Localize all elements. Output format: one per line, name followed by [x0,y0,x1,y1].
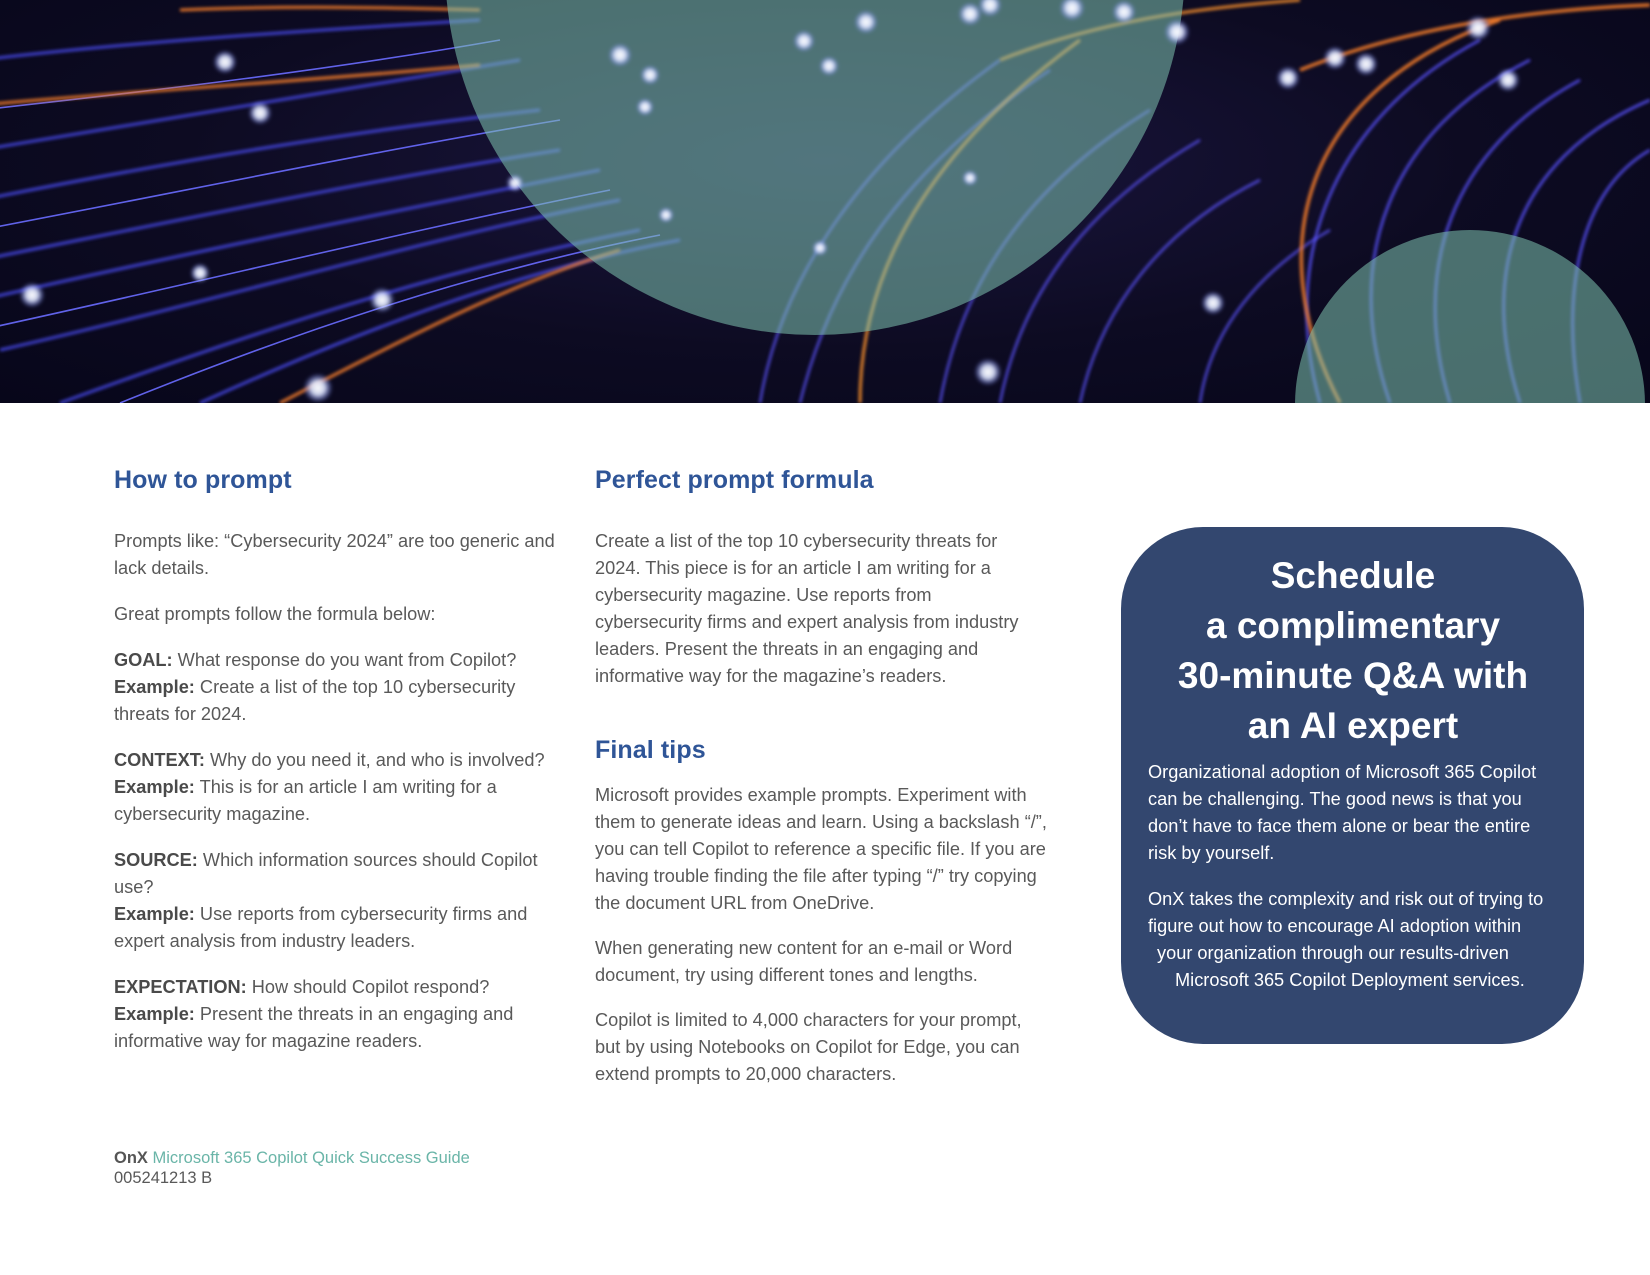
cta-paragraph-line: Microsoft 365 Copilot Deployment services. [1175,970,1525,990]
example-label: Example: [114,1004,195,1024]
cta-title-line: an AI expert [1247,705,1459,746]
guide-name: Microsoft 365 Copilot Quick Success Guide [147,1149,470,1167]
item-example: Present the threats in an engaging and informative way for magazine readers. [114,1004,514,1051]
schedule-qa-card [1121,527,1584,1044]
fiber-optic-illustration [0,0,1650,403]
how-to-prompt-section [114,462,574,1055]
formula-item-context [114,747,574,828]
formula-item-source [114,847,574,955]
teal-circle-small [1295,230,1645,403]
cta-title-line: 30-minute Q&A with [1177,655,1529,696]
section-title-perfect-prompt: Perfect prompt formula [595,466,874,494]
intro-text: Prompts like: “Cybersecurity 2024” are too generic and lack details. [114,531,555,578]
example-label: Example: [114,777,195,797]
teal-circle-large [445,0,1185,335]
item-example: Create a list of the top 10 cybersecurity threats for 2024. [114,677,516,724]
cta-paragraph [1148,886,1558,994]
formula-item-goal [114,647,574,728]
formula-lead-text: Great prompts follow the formula below: [114,604,436,624]
item-question: Which information sources should Copilot use? [114,850,538,897]
footer [114,1148,470,1188]
cta-title-line: Schedule [1270,555,1436,596]
item-label: GOAL: [114,650,173,670]
tip-paragraph: Copilot is limited to 4,000 characters for your prompt, but by using Notebooks on Copilot for Edge, you can extend prompts to 20,000 characters. [595,1010,1022,1084]
item-example: Use reports from cybersecurity firms and expert analysis from industry leaders. [114,904,528,951]
cta-paragraph-line: your organization through our results-driven [1157,943,1509,963]
item-label: EXPECTATION: [114,977,247,997]
section-title-final-tips: Final tips [595,736,706,764]
cta-title-line: a complimentary [1205,605,1501,646]
footer-title [114,1148,470,1168]
cta-title [1148,551,1558,751]
perfect-prompt-section [595,462,1050,1088]
item-example: This is for an article I am writing for a cybersecurity magazine. [114,777,497,824]
document-code: 005241213 B [114,1169,213,1187]
section-title-how-to-prompt: How to prompt [114,466,292,494]
item-label: CONTEXT: [114,750,205,770]
item-question: How should Copilot respond? [246,977,490,997]
item-label: SOURCE: [114,850,198,870]
example-label: Example: [114,904,195,924]
hero-image [0,0,1650,403]
cta-paragraph: Organizational adoption of Microsoft 365 Copilot can be challenging. The good news is that you don’t have to face them alone or bear the entire risk by yourself. [1148,762,1537,863]
example-label: Example: [114,677,195,697]
tip-paragraph: Microsoft provides example prompts. Experiment with them to generate ideas and learn. Using a backslash “/”, you can tell Copilot to reference a specific file. If you are having trouble finding the file after typing “/” try copying the document URL from OneDrive. [595,785,1047,913]
brand-name: OnX [114,1149,148,1167]
item-question: What response do you want from Copilot? [172,650,517,670]
tip-paragraph: When generating new content for an e-mail or Word document, try using different tones and lengths. [595,938,1013,985]
formula-item-expectation [114,974,574,1055]
cta-paragraph-line: figure out how to encourage AI adoption within [1148,916,1522,936]
formula-example-text: Create a list of the top 10 cybersecurity threats for 2024. This piece is for an article I am writing for a cybersecurity magazine. Use reports from cybersecurity firms and expert analysis from industry leaders. Present the threats in an engaging and informative way for the magazine’s readers. [595,531,1019,686]
cta-paragraph-line: OnX takes the complexity and risk out of trying to [1148,889,1544,909]
item-question: Why do you need it, and who is involved? [204,750,545,770]
